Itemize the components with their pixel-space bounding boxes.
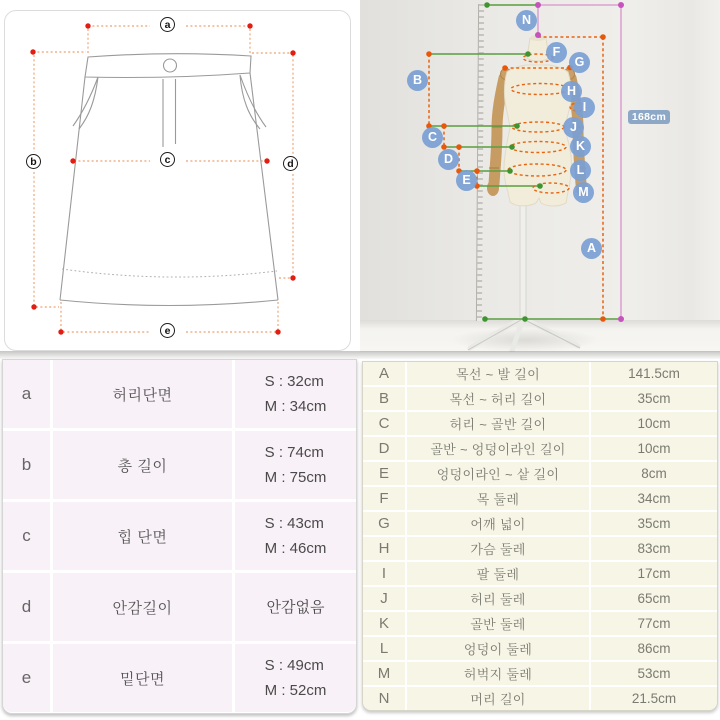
mannequin-photo <box>360 0 720 352</box>
measurement-annotations <box>360 0 720 352</box>
body-row-name: 목 둘레 <box>407 487 589 510</box>
body-row-key: C <box>363 412 405 435</box>
body-row-value: 83cm <box>591 537 717 560</box>
value-line: S : 74cm <box>264 444 324 461</box>
body-row-key: E <box>363 462 405 485</box>
marker-H: H <box>561 81 582 102</box>
garment-row-name: 힙 단면 <box>53 502 232 570</box>
garment-row-name: 허리단면 <box>53 360 232 428</box>
value-line: S : 43cm <box>264 515 324 532</box>
body-row-name: 허리 ~ 골반 길이 <box>407 412 589 435</box>
body-row-name: 허리 둘레 <box>407 587 589 610</box>
body-row-key: M <box>363 662 405 685</box>
marker-J: J <box>563 117 584 138</box>
body-row-value: 77cm <box>591 612 717 635</box>
skirt-diagram-drawing <box>0 0 360 357</box>
diagram-label-a: a <box>160 17 175 32</box>
value-line: S : 32cm <box>264 373 324 390</box>
body-row-value: 17cm <box>591 562 717 585</box>
garment-row-key: e <box>3 644 50 712</box>
garment-row-key: a <box>3 360 50 428</box>
body-row-key: K <box>363 612 405 635</box>
marker-L: L <box>570 160 591 181</box>
marker-N: N <box>516 10 537 31</box>
body-row-value: 86cm <box>591 637 717 660</box>
garment-row-value <box>235 644 356 712</box>
body-row-value: 141.5cm <box>591 362 717 385</box>
diagram-label-e: e <box>160 323 175 338</box>
body-row-name: 엉덩이라인 ~ 샅 길이 <box>407 462 589 485</box>
diagram-label-c: c <box>160 152 175 167</box>
marker-K: K <box>570 136 591 157</box>
garment-row-value <box>235 573 356 641</box>
value-line: M : 75cm <box>264 469 327 486</box>
body-row-value: 65cm <box>591 587 717 610</box>
garment-row-value <box>235 360 356 428</box>
body-row-value: 34cm <box>591 487 717 510</box>
body-size-table <box>362 361 718 711</box>
body-row-name: 가슴 둘레 <box>407 537 589 560</box>
body-row-value: 8cm <box>591 462 717 485</box>
marker-D: D <box>438 149 459 170</box>
garment-row-name: 밑단면 <box>53 644 232 712</box>
marker-G: G <box>569 52 590 73</box>
value-line: 안감없음 <box>266 598 325 616</box>
value-line: M : 52cm <box>264 682 327 699</box>
body-row-name: 엉덩이 둘레 <box>407 637 589 660</box>
garment-row-value <box>235 431 356 499</box>
section-divider <box>0 351 720 359</box>
body-row-key: F <box>363 487 405 510</box>
garment-size-table <box>2 359 357 714</box>
body-row-value: 35cm <box>591 387 717 410</box>
marker-E: E <box>456 170 477 191</box>
body-row-value: 53cm <box>591 662 717 685</box>
marker-M: M <box>573 182 594 203</box>
height-badge: 168cm <box>628 110 670 124</box>
marker-B: B <box>407 70 428 91</box>
value-line: S : 49cm <box>264 657 324 674</box>
marker-F: F <box>546 42 567 63</box>
body-row-key: B <box>363 387 405 410</box>
body-row-key: D <box>363 437 405 460</box>
body-row-key: L <box>363 637 405 660</box>
body-row-name: 골반 ~ 엉덩이라인 길이 <box>407 437 589 460</box>
body-row-value: 35cm <box>591 512 717 535</box>
body-row-key: G <box>363 512 405 535</box>
value-line: M : 46cm <box>264 540 327 557</box>
garment-row-key: c <box>3 502 50 570</box>
marker-A: A <box>581 238 602 259</box>
body-row-name: 어깨 넓이 <box>407 512 589 535</box>
body-row-key: J <box>363 587 405 610</box>
garment-row-name: 총 길이 <box>53 431 232 499</box>
body-row-value: 21.5cm <box>591 687 717 710</box>
body-row-key: I <box>363 562 405 585</box>
garment-row-value <box>235 502 356 570</box>
body-row-key: H <box>363 537 405 560</box>
body-row-value: 10cm <box>591 412 717 435</box>
body-row-name: 머리 길이 <box>407 687 589 710</box>
body-row-key: N <box>363 687 405 710</box>
marker-C: C <box>422 127 443 148</box>
garment-row-key: d <box>3 573 50 641</box>
body-row-name: 허벅지 둘레 <box>407 662 589 685</box>
body-row-name: 목선 ~ 허리 길이 <box>407 387 589 410</box>
body-row-key: A <box>363 362 405 385</box>
body-row-value: 10cm <box>591 437 717 460</box>
diagram-label-b: b <box>26 154 41 169</box>
value-line: M : 34cm <box>264 398 327 415</box>
garment-row-key: b <box>3 431 50 499</box>
body-row-name: 골반 둘레 <box>407 612 589 635</box>
body-row-name: 팔 둘레 <box>407 562 589 585</box>
marker-I: I <box>574 97 595 118</box>
diagram-label-d: d <box>283 156 298 171</box>
garment-row-name: 안감길이 <box>53 573 232 641</box>
body-row-name: 목선 ~ 발 길이 <box>407 362 589 385</box>
